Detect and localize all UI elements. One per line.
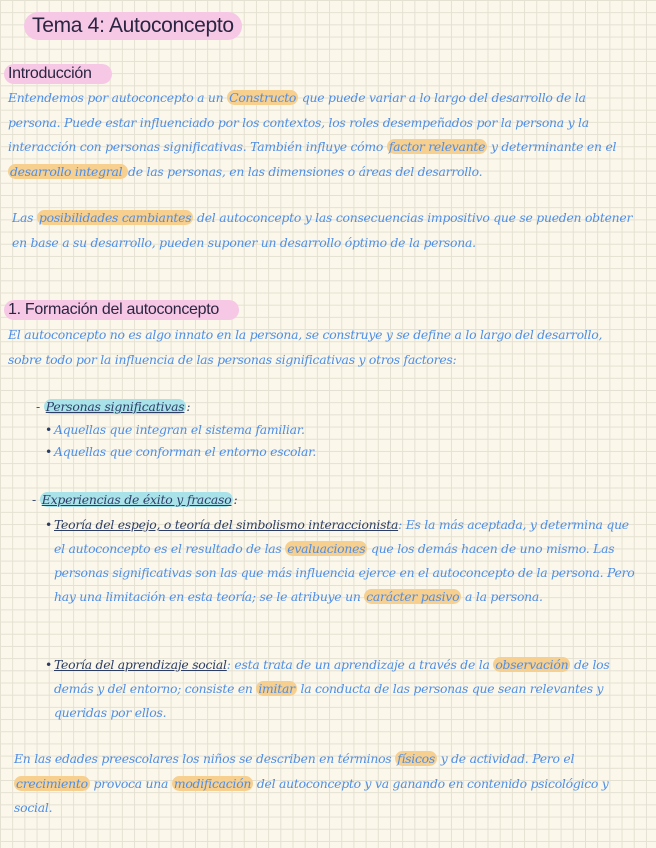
experiencias-label: - Experiencias de éxito y fracaso : — [32, 492, 238, 507]
social-text-c: la conducta de las personas que sean relevantes y queridas por ellos. — [54, 681, 604, 720]
teoria-aprendizaje-label: Teoría del aprendizaje social — [54, 657, 227, 672]
highlight-desarrollo-integral: desarrollo integral — [10, 163, 127, 179]
social-text-b: de los demás y del entorno; consiste en — [54, 657, 610, 696]
bullet-dot-icon: • — [45, 657, 53, 672]
bullet-dot-icon: • — [45, 422, 53, 437]
closing-text-d: del autoconcepto y va ganando en contenido psicológico y social. — [14, 775, 609, 815]
highlight-evaluaciones: evaluaciones — [287, 541, 366, 556]
highlight-constructo: Constructo — [229, 90, 297, 105]
bullet-dot-icon: • — [45, 517, 53, 532]
personas-suffix: : — [186, 399, 191, 414]
highlight-caracter-pasivo: carácter pasivo — [366, 589, 460, 604]
closing-text-a: En las edades preescolares los niños se describen en términos — [14, 751, 396, 766]
teoria-espejo-item — [45, 513, 636, 609]
social-text-a: : esta trata de un aprendizaje a través de la — [226, 657, 494, 672]
highlight-modificacion: modificación — [173, 775, 252, 791]
bullet-dot-icon: • — [45, 444, 53, 459]
intro-p1-text-c: y determinante en el — [487, 139, 617, 154]
heading-formacion: 1. Formación del autoconcepto — [4, 300, 239, 320]
closing-paragraph — [14, 747, 636, 821]
intro-p2-text-b: del autoconcepto y las consecuencias impositivo que se pueden obtener en base a su desarrollo, pueden suponer un desarrollo óptimo de la persona. — [12, 210, 633, 250]
espejo-text-a: : Es la más aceptada, y determina que el autoconcepto es el resultado de las — [54, 517, 629, 556]
list-item — [45, 440, 634, 464]
highlight-fisicos: físicos — [397, 751, 435, 766]
espejo-text-c: a la persona. — [461, 589, 543, 604]
personas-significativas-label: - Personas significativas : — [36, 399, 191, 414]
experiencias-suffix: : — [233, 492, 238, 507]
highlight-experiencias: Experiencias de éxito y fracaso — [41, 492, 232, 507]
intro-p1-text-a: Entendemos por autoconcepto a un — [8, 90, 228, 105]
highlight-personas-significativas: Personas significativas — [45, 399, 185, 414]
formacion-paragraph: El autoconcepto no es algo innato en la persona, se construye y se define a lo largo del desarrollo, sobre todo por la influencia de las personas significativas y otros factores: — [8, 327, 603, 367]
espejo-text-b: que los demás hacen de uno mismo. Las personas significativas son las que más influencia ejerce en el autoconcepto de la persona. Pero hay una limitación en esta teoría; se le atribuye un — [54, 541, 635, 604]
intro-p2-text-a: Las — [12, 210, 37, 225]
closing-text-b: y de actividad. Pero el — [437, 751, 575, 766]
highlight-posibilidades-cambiantes: posibilidades cambiantes — [38, 210, 192, 225]
highlight-imitar: imitar — [258, 681, 295, 696]
highlight-crecimiento: crecimiento — [16, 775, 88, 791]
teoria-aprendizaje-item — [45, 653, 636, 725]
list-item-text: Aquellas que integran el sistema familiar. — [54, 422, 305, 437]
highlight-factor-relevante: factor relevante — [388, 139, 486, 154]
highlight-observacion: observación — [495, 657, 569, 672]
intro-p1-text-b: que puede variar a lo largo del desarrollo de la persona. Puede estar influenciado por los contextos, los roles desempeñados por la persona y la interacción con personas significativas. También influye cómo — [8, 90, 589, 154]
intro-paragraph-1 — [8, 86, 636, 184]
closing-text-c: provoca una — [89, 775, 172, 791]
list-item — [45, 418, 634, 442]
intro-paragraph-2 — [12, 206, 636, 255]
page-title: Tema 4: Autoconcepto — [24, 12, 242, 40]
intro-p1-text-d: de las personas, en las dimensiones o áreas del desarrollo. — [128, 163, 483, 179]
teoria-espejo-label: Teoría del espejo, o teoría del simbolismo interaccionista — [54, 517, 399, 532]
list-item-text: Aquellas que conforman el entorno escolar. — [54, 444, 317, 459]
heading-introduccion: Introducción — [4, 64, 112, 84]
